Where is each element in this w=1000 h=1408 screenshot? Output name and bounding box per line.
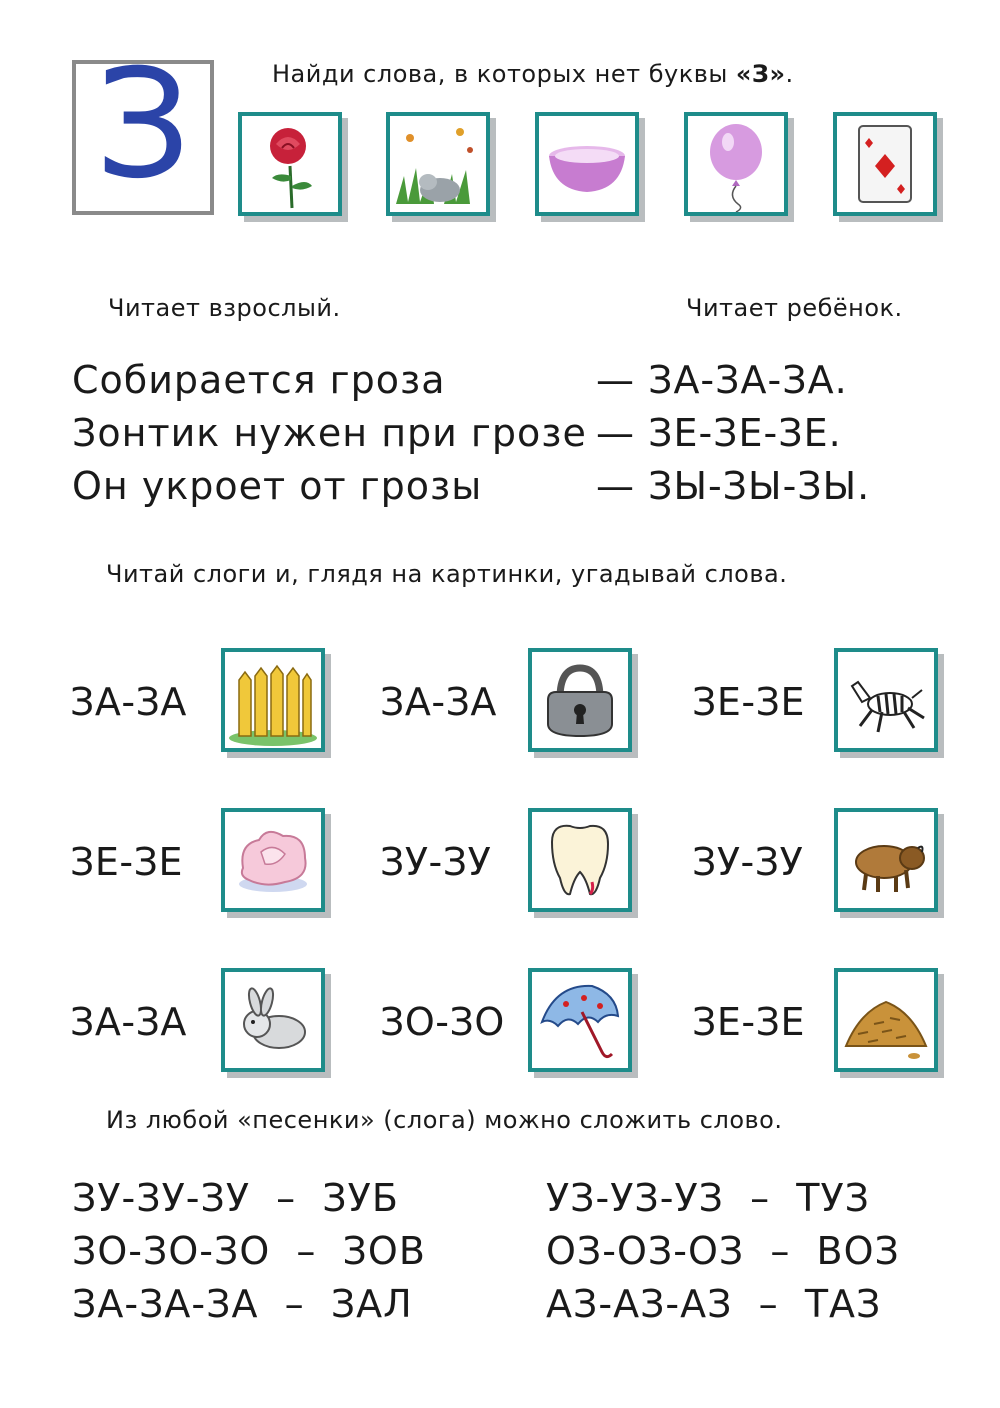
umbrella-icon <box>528 968 632 1072</box>
syllable-label: ЗА-ЗА <box>70 680 187 724</box>
syllable-label: ЗО-ЗО <box>380 1000 505 1044</box>
syllable-label: ЗЕ-ЗЕ <box>692 1000 805 1044</box>
ace-card-icon <box>833 112 937 216</box>
poem-adult-line-3: Он укроет от грозы <box>72 464 483 508</box>
task3-instruction: Из любой «песенки» (слога) можно сложить слово. <box>106 1106 783 1134</box>
poem-adult-line-2: Зонтик нужен при грозе <box>72 411 587 455</box>
poem-child-line-3: — ЗЫ-ЗЫ-ЗЫ. <box>596 464 871 508</box>
word-build-right-3: АЗ-АЗ-АЗ – ТАЗ <box>546 1282 882 1326</box>
poem-adult-line-1: Собирается гроза <box>72 358 446 402</box>
rose-icon <box>238 112 342 216</box>
big-letter: З <box>94 38 192 212</box>
poem-child-line-1: — ЗА-ЗА-ЗА. <box>596 358 848 402</box>
task1-period: . <box>785 60 794 88</box>
word-build-left-2: ЗО-ЗО-ЗО – ЗОВ <box>72 1229 426 1273</box>
task1-text: Найди слова, в которых нет буквы <box>272 60 736 88</box>
balloon-icon <box>684 112 788 216</box>
syllable-label: ЗА-ЗА <box>70 1000 187 1044</box>
syllable-label: ЗА-ЗА <box>380 680 497 724</box>
fence-icon <box>221 648 325 752</box>
task2-instruction: Читай слоги и, глядя на картинки, угадывай слова. <box>106 560 788 588</box>
child-reads-label: Читает ребёнок. <box>686 294 903 322</box>
syllable-label: ЗУ-ЗУ <box>692 840 804 884</box>
bison-icon <box>834 808 938 912</box>
word-build-right-2: ОЗ-ОЗ-ОЗ – ВОЗ <box>546 1229 900 1273</box>
bowl-icon <box>535 112 639 216</box>
syllable-label: ЗУ-ЗУ <box>380 840 492 884</box>
tooth-icon <box>528 808 632 912</box>
word-build-left-3: ЗА-ЗА-ЗА – ЗАЛ <box>72 1282 413 1326</box>
task1-instruction <box>272 60 794 88</box>
letter-box <box>72 38 214 215</box>
adult-reads-label: Читает взрослый. <box>108 294 341 322</box>
word-build-right-1: УЗ-УЗ-УЗ – ТУЗ <box>546 1176 871 1220</box>
hare-icon <box>221 968 325 1072</box>
zebra-icon <box>834 648 938 752</box>
syllable-label: ЗЕ-ЗЕ <box>70 840 183 884</box>
grain-pile-icon <box>834 968 938 1072</box>
task1-letter: «З» <box>735 60 786 88</box>
marshmallow-icon <box>221 808 325 912</box>
hare-in-grass-icon <box>386 112 490 216</box>
syllable-label: ЗЕ-ЗЕ <box>692 680 805 724</box>
padlock-icon <box>528 648 632 752</box>
word-build-left-1: ЗУ-ЗУ-ЗУ – ЗУБ <box>72 1176 399 1220</box>
poem-child-line-2: — ЗЕ-ЗЕ-ЗЕ. <box>596 411 842 455</box>
